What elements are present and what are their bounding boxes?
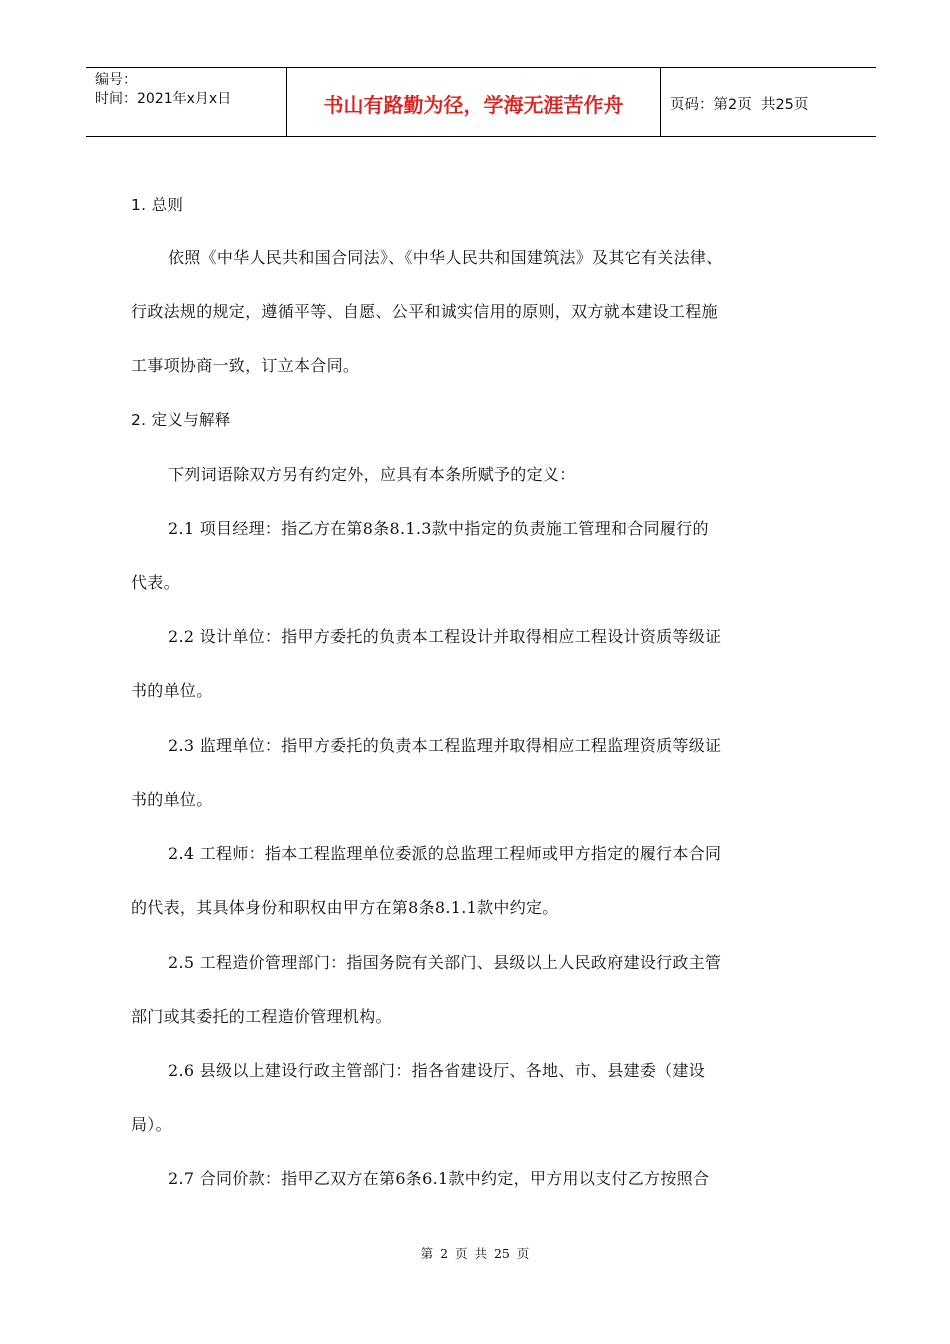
section-2-title: 2. 定义与解释 bbox=[131, 411, 231, 429]
paragraph-line: 局）。 bbox=[131, 1115, 172, 1134]
doc-number-label: 编号： bbox=[95, 72, 137, 88]
paragraph-line: 的代表，其具体身份和职权由甲方在第8条8.1.1款中约定。 bbox=[131, 898, 559, 917]
paragraph-line: 书的单位。 bbox=[131, 790, 213, 809]
doc-time-label: 时间：2021年x月x日 bbox=[95, 91, 232, 107]
header-meta-cell bbox=[86, 68, 287, 136]
paragraph-line: 下列词语除双方另有约定外，应具有本条所赋予的定义： bbox=[168, 465, 576, 484]
definition-item-2-1: 2.1 项目经理：指乙方在第8条8.1.3款中指定的负责施工管理和合同履行的 bbox=[168, 519, 709, 538]
definition-item-2-4: 2.4 工程师：指本工程监理单位委派的总监理工程师或甲方指定的履行本合同 bbox=[168, 844, 722, 863]
paragraph-line: 部门或其委托的工程造价管理机构。 bbox=[131, 1007, 392, 1026]
definition-item-2-6: 2.6 县级以上建设行政主管部门：指各省建设厅、各地、市、县建委（建设 bbox=[168, 1061, 706, 1080]
section-1-title: 1. 总则 bbox=[131, 196, 184, 214]
page-footer: 第 2 页 共 25 页 bbox=[420, 1246, 530, 1261]
page-header bbox=[86, 67, 876, 137]
paragraph-line: 依照《中华人民共和国合同法》、《中华人民共和国建筑法》及其它有关法律、 bbox=[168, 248, 723, 267]
definition-item-2-5: 2.5 工程造价管理部门：指国务院有关部门、县级以上人民政府建设行政主管 bbox=[168, 953, 722, 972]
definition-item-2-7: 2.7 合同价款：指甲乙双方在第6条6.1款中约定，甲方用以支付乙方按照合 bbox=[168, 1169, 710, 1188]
paragraph-line: 代表。 bbox=[131, 573, 180, 592]
definition-item-2-2: 2.2 设计单位：指甲方委托的负责本工程设计并取得相应工程设计资质等级证 bbox=[168, 627, 722, 646]
definition-item-2-3: 2.3 监理单位：指甲方委托的负责本工程监理并取得相应工程监理资质等级证 bbox=[168, 736, 722, 755]
paragraph-line: 行政法规的规定，遵循平等、自愿、公平和诚实信用的原则，双方就本建设工程施 bbox=[131, 302, 718, 321]
header-motto: 书山有路勤为径，学海无涯苦作舟 bbox=[287, 68, 661, 136]
paragraph-line: 书的单位。 bbox=[131, 681, 213, 700]
header-page-number: 页码：第2页 共25页 bbox=[670, 97, 809, 113]
paragraph-line: 工事项协商一致，订立本合同。 bbox=[131, 356, 360, 375]
